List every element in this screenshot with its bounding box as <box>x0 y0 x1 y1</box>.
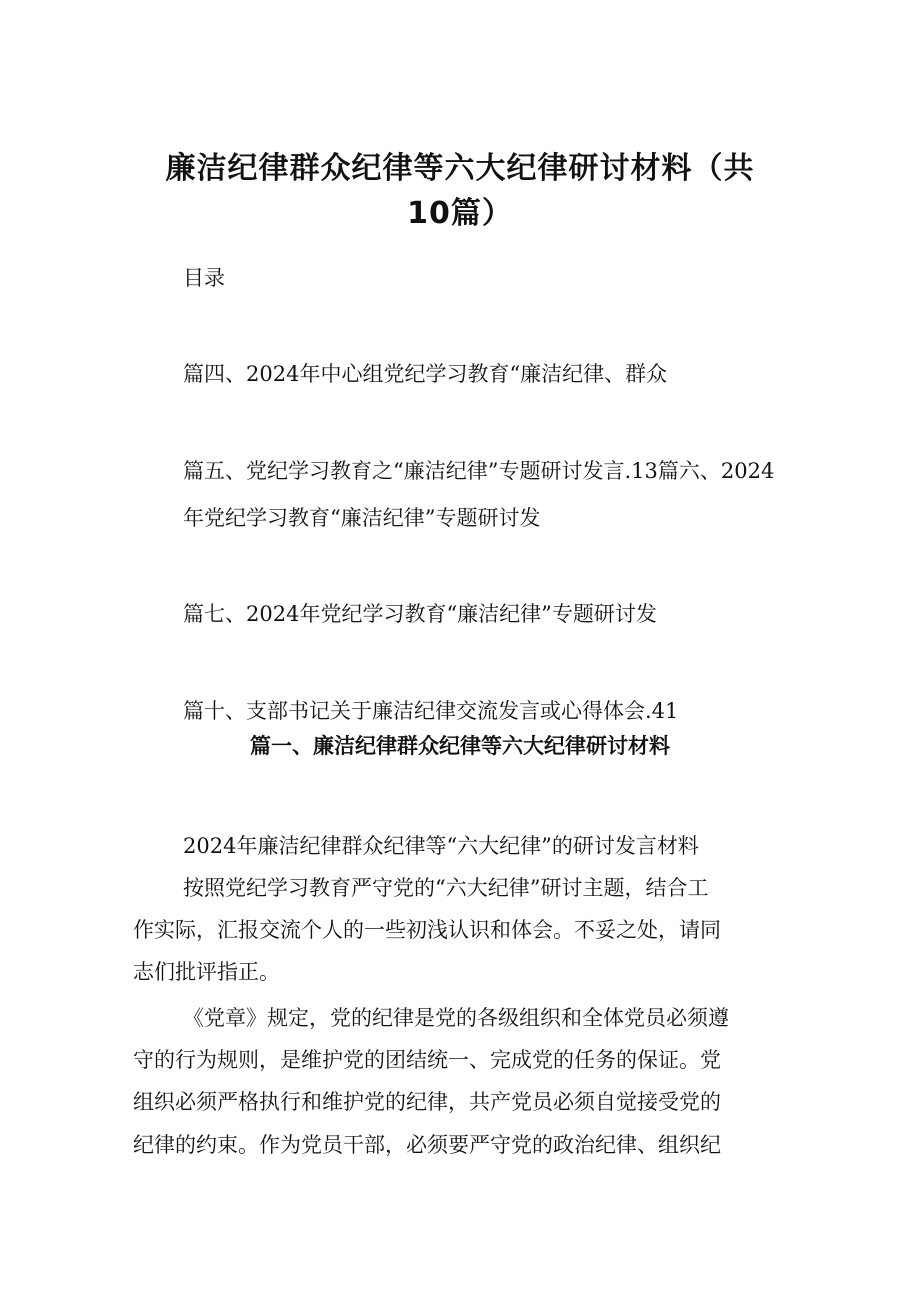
toc-label: 目录 <box>183 266 225 290</box>
paragraph-line: 《党章》规定，党的纪律是党的各级组织和全体党员必须遵 <box>183 1006 729 1030</box>
toc-entry: 篇四、2024年中心组党纪学习教育“廉洁纪律、群众 <box>183 362 668 386</box>
paragraph-line: 志们批评指正。 <box>133 960 280 984</box>
section-heading: 篇一、廉洁纪律群众纪律等六大纪律研讨材料 <box>250 734 670 758</box>
toc-entry: 篇五、党纪学习教育之“廉洁纪律”专题研讨发言.13篇六、2024 <box>183 459 775 483</box>
toc-entry: 篇七、2024年党纪学习教育“廉洁纪律”专题研讨发 <box>183 602 657 626</box>
toc-entry-continuation: 年党纪学习教育“廉洁纪律”专题研讨发 <box>183 506 541 530</box>
paragraph-line: 按照党纪学习教育严守党的“六大纪律”研讨主题，结合工 <box>183 876 709 900</box>
paragraph-line: 守的行为规则，是维护党的团结统一、完成党的任务的保证。党 <box>133 1048 721 1072</box>
paragraph-line: 作实际，汇报交流个人的一些初浅认识和体会。不妥之处，请同 <box>133 918 721 942</box>
document-title-line-1: 廉洁纪律群众纪律等六大纪律研讨材料（共 <box>165 151 755 186</box>
paragraph-line: 纪律的约束。作为党员干部，必须要严守党的政治纪律、组织纪 <box>133 1133 721 1157</box>
paragraph-line: 组织必须严格执行和维护党的纪律，共产党员必须自觉接受党的 <box>133 1090 721 1114</box>
document-title-line-2: 10篇） <box>407 196 513 231</box>
article-subtitle: 2024年廉洁纪律群众纪律等“六大纪律”的研讨发言材料 <box>183 834 699 858</box>
toc-entry: 篇十、支部书记关于廉洁纪律交流发言或心得体会.41 <box>183 699 679 723</box>
